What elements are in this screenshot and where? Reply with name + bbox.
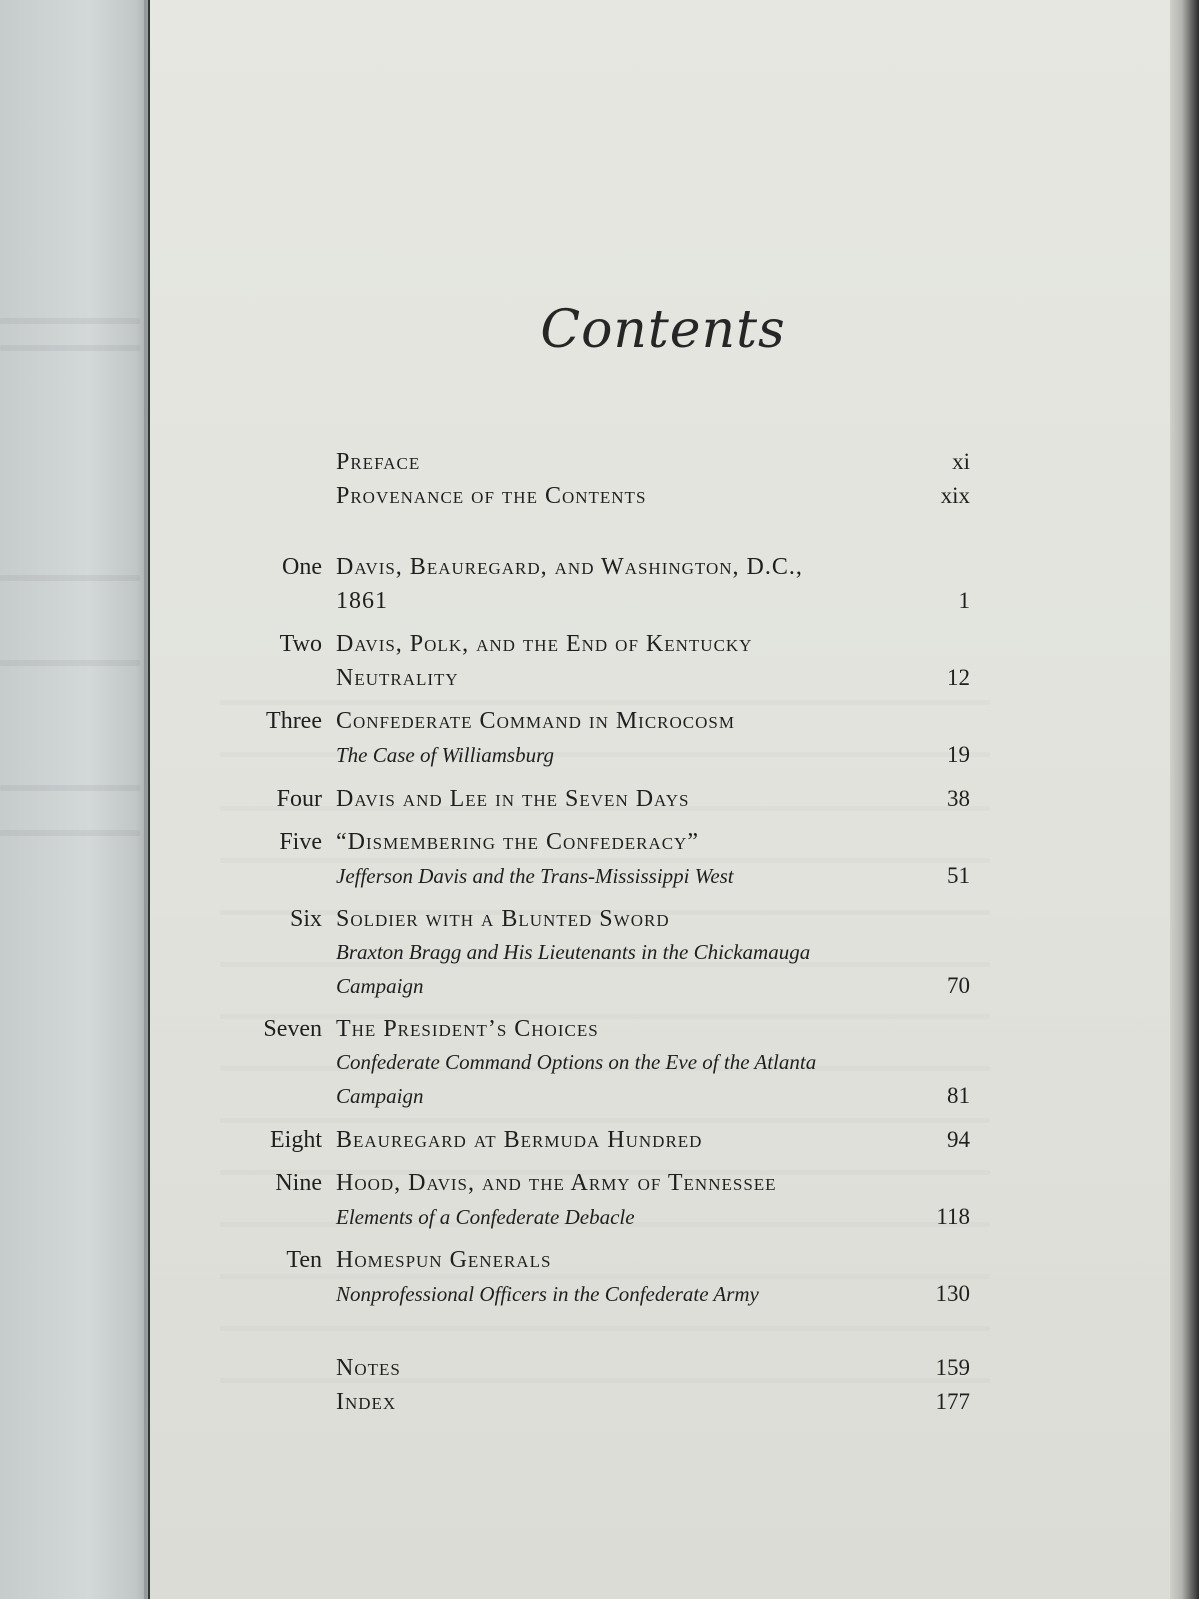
chapter-title-line: Soldier with a Blunted Sword: [336, 906, 670, 932]
chapter-number: Eight: [270, 1127, 322, 1153]
entry-line: [336, 1351, 970, 1385]
chapter-line: [336, 661, 970, 695]
chapter-line: [336, 936, 970, 969]
chapter-subtitle-line: The Case of Williamsburg: [336, 743, 554, 767]
page-number: xix: [940, 483, 970, 508]
chapter-line: [336, 1046, 970, 1079]
page-number: 38: [947, 786, 970, 811]
left-page: [0, 0, 148, 1599]
chapter-body: [336, 1244, 970, 1311]
page-number: 130: [935, 1281, 970, 1306]
page-number: 118: [936, 1204, 970, 1229]
entry-body: [336, 445, 970, 479]
page-number: 81: [947, 1083, 970, 1108]
show-through-line: [0, 345, 140, 351]
chapter-entry: [230, 903, 970, 1003]
page-number: 1: [958, 588, 970, 613]
chapter-subtitle-line: Elements of a Confederate Debacle: [336, 1205, 635, 1229]
chapter-line: [336, 969, 970, 1003]
entry-line: [336, 1385, 970, 1419]
chapter-subtitle-line: Campaign: [336, 1084, 424, 1108]
chapter-number: Five: [279, 829, 322, 855]
page-number: 19: [947, 742, 970, 767]
chapter-number: Six: [289, 906, 322, 932]
chapter-entry: [230, 1167, 970, 1234]
chapter-body: [336, 628, 970, 695]
back-matter-title: Notes: [336, 1355, 401, 1381]
chapter-entry: [230, 705, 970, 772]
page-number: 12: [947, 665, 970, 690]
chapter-line: [336, 903, 970, 936]
chapter-title-line: Homespun Generals: [336, 1247, 552, 1273]
page-number: 70: [947, 973, 970, 998]
page-number: 94: [947, 1127, 970, 1152]
front-matter-entry: [230, 479, 970, 513]
chapter-subtitle-line: Campaign: [336, 974, 424, 998]
entry-body: [336, 1385, 970, 1419]
chapter-body: [336, 1167, 970, 1234]
show-through-line: [0, 830, 140, 836]
chapter-title-line: 1861: [336, 588, 388, 614]
page-number: 177: [935, 1389, 970, 1414]
chapter-subtitle-line: Confederate Command Options on the Eve of the Atlanta: [336, 1050, 817, 1074]
chapter-line: [336, 1244, 970, 1277]
page-number: 51: [947, 863, 970, 888]
chapter-subtitle-line: Nonprofessional Officers in the Confederate Army: [336, 1282, 759, 1306]
chapter-body: [336, 1013, 970, 1113]
section-gap: [230, 1321, 970, 1351]
section-gap: [230, 513, 970, 551]
chapter-title-line: “Dismembering the Confederacy”: [336, 829, 699, 855]
entry-body: [336, 479, 970, 513]
show-through-line: [0, 318, 140, 324]
chapter-line: [336, 738, 970, 772]
chapter-line: [336, 782, 970, 816]
chapter-body: [336, 826, 970, 893]
front-matter-entry: [230, 445, 970, 479]
show-through-line: [0, 575, 140, 581]
entry-line: [336, 445, 970, 479]
chapter-body: [336, 551, 970, 618]
page-number: xi: [952, 449, 970, 474]
chapter-number: Nine: [275, 1170, 322, 1196]
chapter-title-line: The President’s Choices: [336, 1016, 599, 1042]
chapter-title-line: Confederate Command in Microcosm: [336, 708, 735, 734]
chapter-title-line: Davis, Polk, and the End of Kentucky: [336, 631, 753, 657]
chapter-title-line: Davis and Lee in the Seven Days: [336, 786, 690, 812]
show-through-line: [0, 785, 140, 791]
chapter-number: Three: [266, 708, 322, 734]
chapter-line: [336, 1277, 970, 1311]
back-matter-entry: [230, 1385, 970, 1419]
chapter-line: [336, 1200, 970, 1234]
chapter-title-line: Neutrality: [336, 665, 459, 691]
front-matter-title: Provenance of the Contents: [336, 483, 647, 509]
chapter-line: [336, 705, 970, 738]
chapter-entry: [230, 1123, 970, 1157]
chapter-title-line: Davis, Beauregard, and Washington, D.C.,: [336, 554, 803, 580]
chapter-body: [336, 903, 970, 1003]
chapter-number: One: [282, 554, 322, 580]
chapter-title-line: Beauregard at Bermuda Hundred: [336, 1127, 703, 1153]
chapter-body: [336, 782, 970, 816]
chapter-line: [336, 584, 970, 618]
chapter-line: [336, 826, 970, 859]
back-matter-entry: [230, 1351, 970, 1385]
chapter-entry: [230, 628, 970, 695]
chapter-line: [336, 1123, 970, 1157]
chapter-number: Two: [279, 631, 322, 657]
page-number: 159: [935, 1355, 970, 1380]
chapter-entry: [230, 1244, 970, 1311]
chapter-line: [336, 1167, 970, 1200]
chapter-title-line: Hood, Davis, and the Army of Tennessee: [336, 1170, 777, 1196]
chapter-number: Seven: [263, 1016, 322, 1042]
chapter-line: [336, 628, 970, 661]
chapter-line: [336, 1013, 970, 1046]
table-of-contents: [230, 445, 970, 1419]
chapter-line: [336, 1079, 970, 1113]
chapter-body: [336, 1123, 970, 1157]
chapter-number: Four: [276, 786, 322, 812]
chapter-line: [336, 551, 970, 584]
chapter-subtitle-line: Jefferson Davis and the Trans-Mississippi West: [336, 864, 734, 888]
back-matter-title: Index: [336, 1389, 397, 1415]
entry-line: [336, 479, 970, 513]
chapter-entry: [230, 551, 970, 618]
page-title: Contents: [540, 300, 786, 360]
chapter-entry: [230, 826, 970, 893]
page-edge: [1170, 0, 1199, 1599]
entry-body: [336, 1351, 970, 1385]
chapter-body: [336, 705, 970, 772]
chapter-number: Ten: [286, 1247, 322, 1273]
show-through-line: [0, 660, 140, 666]
chapter-subtitle-line: Braxton Bragg and His Lieutenants in the Chickamauga: [336, 940, 811, 964]
chapter-entry: [230, 782, 970, 816]
chapter-entry: [230, 1013, 970, 1113]
chapter-line: [336, 859, 970, 893]
front-matter-title: Preface: [336, 449, 421, 475]
